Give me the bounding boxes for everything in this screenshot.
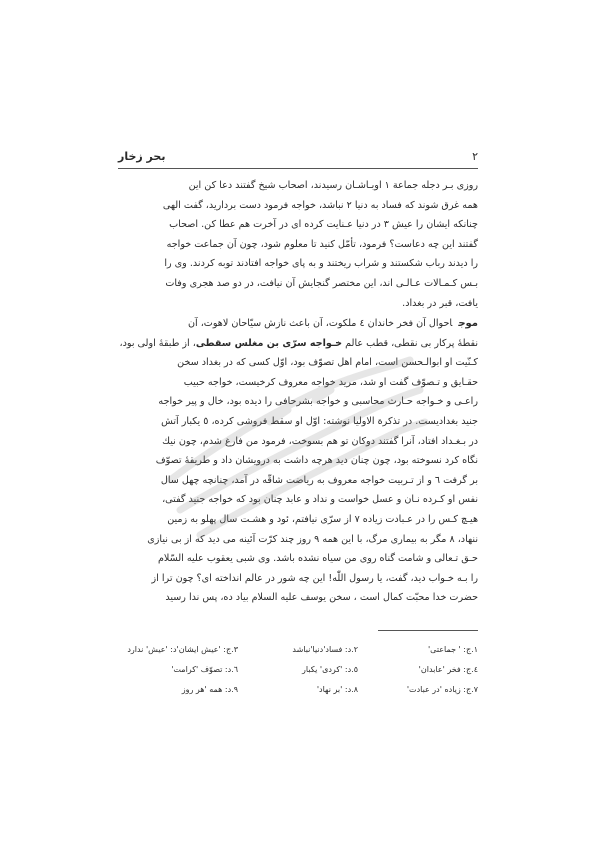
text-line: ننهاد، ۸ مگر به بیماری مرگ، با این همه ۹ روز چند کرّت آئینه می دید که از بی نیازی [147, 533, 478, 545]
footnote-row [118, 680, 478, 700]
text-run: احوال آن فخر خاندان ٤ ملکوت، آن باعث نازش سیّاحان لاهوت، آن [187, 318, 453, 329]
text-line: کـنّیت او ابوالـحسن است، امام اهل تصوّف بود، اوّل کسی که در بغداد سخن [177, 357, 478, 369]
highlighted-name: خـواجه سرّی بن مغلس سقطی [195, 337, 343, 349]
text-line: جنید بغدادیست. در تذکرة الاولیا نوشته: اوّل او سقط فروشی کرده، ٥ یکبار آتش [161, 415, 478, 427]
text-line: گفتند این چه دعاست؟ فرمود، تأمّل کنید تا معلوم شود، چون آن جماعت خواجه [166, 238, 478, 250]
text-line: نفس او کـرده نـان و عسل خواست و نداد و عابد چنان بود که خواجه جنید گفتی، [162, 494, 478, 506]
text-line: حضرت خدا محبّت کمال است ، سخن یوسف علیه السلام بیاد ده، پس ندا رسید [165, 592, 478, 604]
text-line: راعـی و خـواجه حـارث محاسبی و خواجه بشرحافی را دیده بود، خال و پیر خواجه [158, 396, 478, 408]
text-line: بـس کـمـالات عـالـی اند، این مختصر گنجایش آن نیافت، در دو صد هجری وفات [165, 277, 478, 289]
footnote: ٤.ج: فخر 'عابدان' [418, 665, 478, 674]
footnote: ٥.د: 'کردی' یکبار [302, 665, 358, 674]
text-line: روزی بـر دجله جماعة ۱ اوبـاشـان رسیدند، اصحاب شیخ گفتند دعا کن این [188, 180, 478, 191]
text-line: همه غرق شوند که فساد به دنیا ۲ نباشد، خواجه فرمود دست بردارید، گفت الهی [162, 199, 478, 211]
text-run: ، از طبقهٔ اولی بود، [119, 337, 196, 349]
text-line: یافت، قبر در بغداد. [402, 297, 478, 309]
footnote-row [118, 660, 478, 680]
footnote: ٦.د: تصوّف 'کرامت' [171, 665, 238, 674]
running-header [118, 150, 478, 168]
text-line: در بـغـداد افتاد، آنرا گفتند دوکان تو هم بسوخت، فرمود من فارغ شدم، چون نیك [162, 435, 478, 447]
footnote: ۹.د: همه 'هر روز [181, 685, 238, 694]
text-line: حـق تـعالی و شامت گناه روی من سیاه نشده باشد. وی شبی یعقوب علیه السّلام [157, 553, 478, 565]
footnote: ۳.ج: 'عیش ایشان'د: 'عیش' ندارد [127, 645, 238, 654]
text-line: نگاه کرد نسوخته بود، چون چنان دید هرچه داشت به درویشان داد و طریقهٔ تصوّف [155, 455, 478, 467]
footnote-row [118, 640, 478, 660]
footnote: ۱.ج: ' جماعتی' [427, 645, 478, 654]
text-line: را دیدند رباب شکستند و شراب ریختند و به پای خواجه افتادند توبه کردند. وی را [164, 258, 478, 270]
text-line: بر گرفت ٦ و از تـربیت خواجه معروف به ریاضت شاقّه در آمد، چنانچه چهل سال [160, 474, 478, 486]
footnote: ۷.ج: زیاده 'در عبادت' [406, 685, 478, 694]
footnotes [118, 640, 478, 700]
text-line: حقـایق و تـصوّف گفت او شد، مرید خواجه معروف کرخیست، خواجه حبیب [183, 376, 478, 388]
text-line [118, 334, 478, 354]
header-rule [118, 168, 478, 169]
text-line: هیـچ کـس را در عـبادت زیاده ۷ از سرّی نیافتم، ئود و هشـت سال پهلو به زمین [167, 513, 478, 525]
text-run: نقطهٔ پرکار بی نقطی، قطب عالم [342, 337, 478, 349]
paragraph-2 [118, 314, 478, 608]
book-title: بحر زخار [118, 150, 166, 163]
text-line [118, 314, 478, 334]
paragraph-1 [118, 176, 478, 313]
page-number: ۲ [472, 150, 478, 163]
section-label: موج [458, 318, 478, 329]
footnote: ۸.د: 'بر نهاد' [316, 685, 358, 694]
footnote-rule [378, 630, 478, 631]
text-line: چنانکه ایشان را عیش ۳ در دنیا عـنایت کرده ای در آخرت هم عطا کن. اصحاب [169, 219, 478, 231]
footnote: ۲.د: فساد'دنیا'نباشد [292, 645, 358, 654]
text-line: را بـه خـواب دید، گفت، یا رسول اللّٰه! این چه شور در عالم انداخته ای؟ چون ترا از [151, 572, 478, 584]
